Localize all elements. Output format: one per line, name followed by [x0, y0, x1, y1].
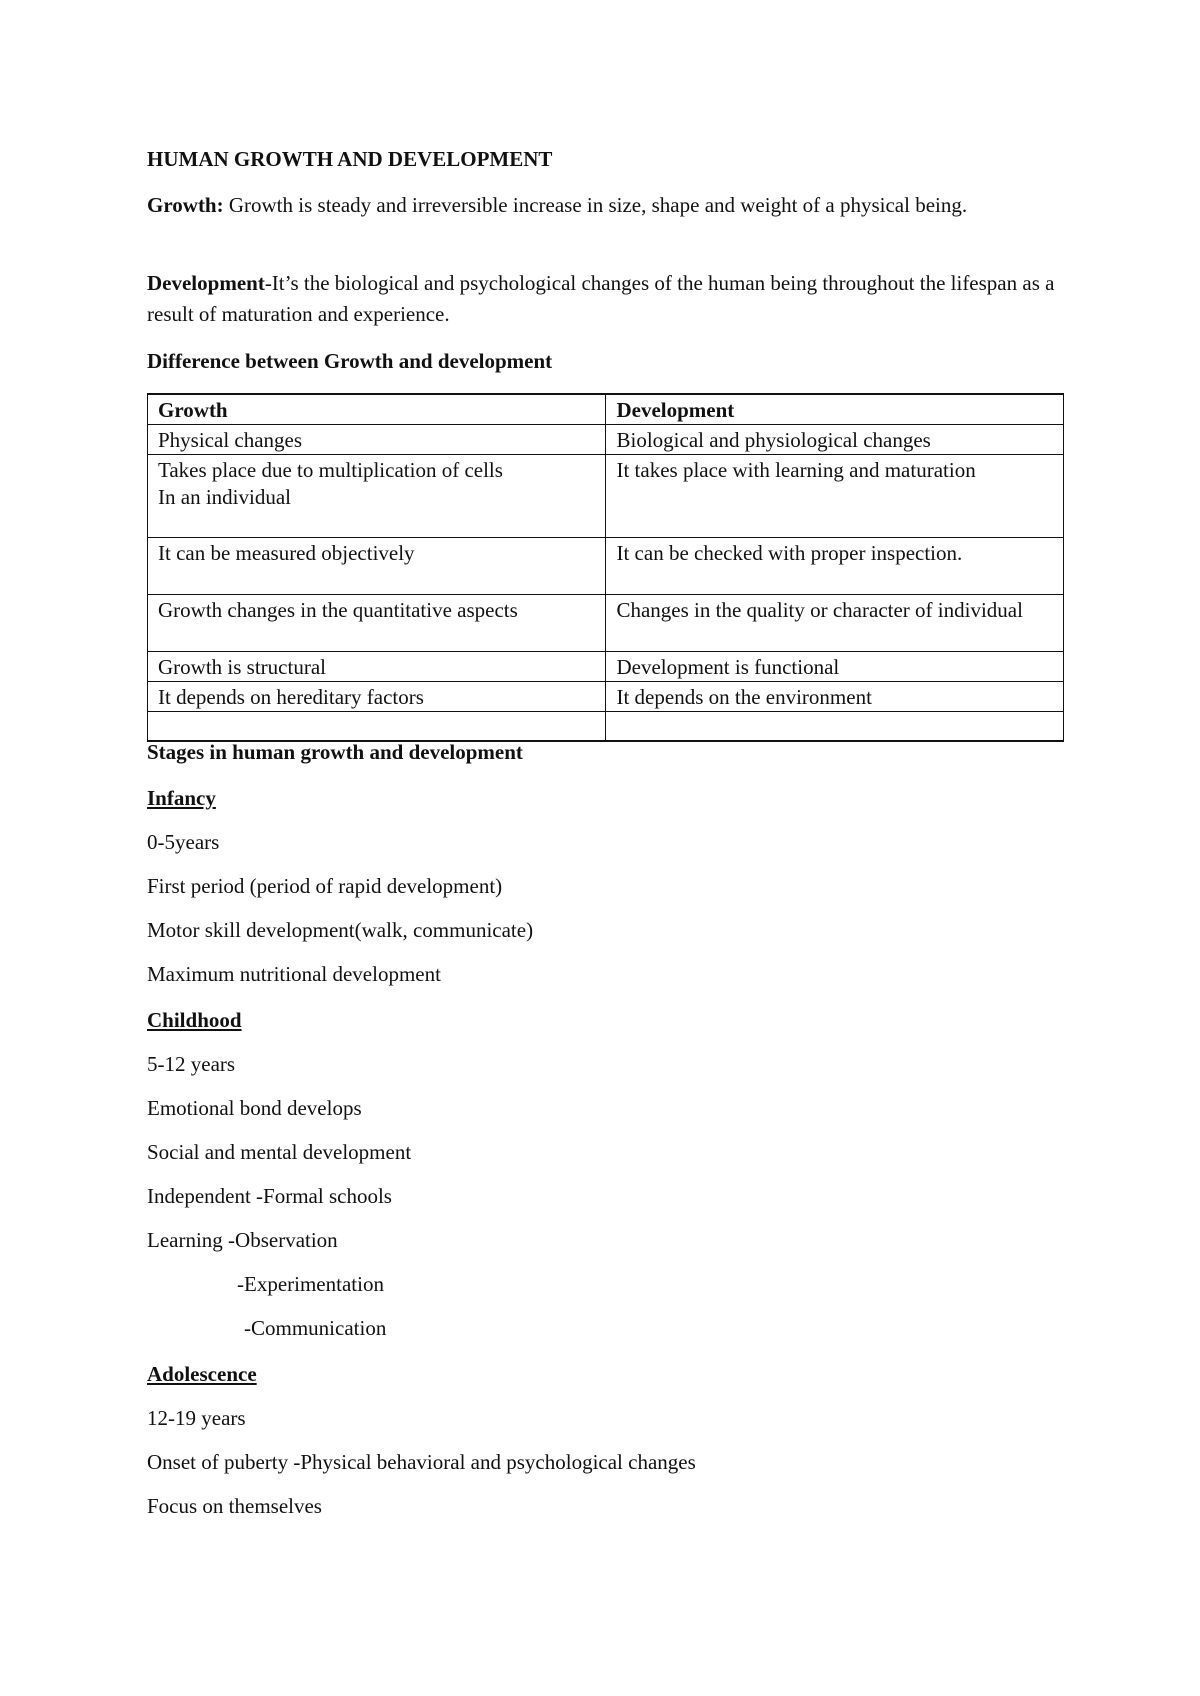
table-cell: It depends on the environment [606, 682, 1064, 712]
table-row [148, 712, 1064, 742]
list-item: Focus on themselves [147, 1494, 322, 1518]
list-subitem: -Communication [244, 1316, 387, 1340]
table-cell: It can be measured objectively [148, 538, 606, 595]
list-item: 5-12 years [147, 1052, 236, 1076]
stage-heading-adolescence: Adolescence [147, 1362, 257, 1386]
stages-heading: Stages in human growth and development [147, 740, 523, 764]
table-cell: Physical changes [148, 425, 606, 455]
list-item: Learning -Observation [147, 1228, 338, 1252]
development-term: Development [147, 271, 265, 295]
table-row [148, 652, 1064, 682]
table-row [148, 455, 1064, 538]
list-item: First period (period of rapid development) [147, 874, 503, 898]
list-item: 0-5years [147, 830, 220, 854]
table-row [148, 425, 1064, 455]
table-cell: Biological and physiological changes [606, 425, 1064, 455]
development-definition [147, 268, 1067, 330]
stage-heading-infancy: Infancy [147, 786, 216, 810]
table-header-row [148, 394, 1064, 425]
list-subitem: -Experimentation [237, 1272, 384, 1296]
comparison-heading: Difference between Growth and development [147, 349, 553, 373]
table-cell [148, 712, 606, 742]
table-cell: Growth is structural [148, 652, 606, 682]
table-cell: It can be checked with proper inspection. [606, 538, 1064, 595]
table-row [148, 595, 1064, 652]
comparison-table [147, 393, 1064, 742]
table-cell: Growth changes in the quantitative aspects [148, 595, 606, 652]
table-cell: Development is functional [606, 652, 1064, 682]
table-header-development: Development [606, 394, 1064, 425]
list-item: Maximum nutritional development [147, 962, 441, 986]
list-item: Emotional bond develops [147, 1096, 362, 1120]
growth-definition [147, 190, 1067, 221]
list-item: Independent -Formal schools [147, 1184, 392, 1208]
table-cell: It depends on hereditary factors [148, 682, 606, 712]
table-cell: It takes place with learning and maturation [606, 455, 1064, 538]
list-item: Onset of puberty -Physical behavioral and psychological changes [147, 1450, 696, 1474]
table-cell: Takes place due to multiplication of cells In an individual [148, 455, 606, 538]
list-item: Motor skill development(walk, communicate) [147, 918, 534, 942]
list-item: Social and mental development [147, 1140, 412, 1164]
stage-heading-childhood: Childhood [147, 1008, 242, 1032]
table-row [148, 538, 1064, 595]
document-title: HUMAN GROWTH AND DEVELOPMENT [147, 147, 553, 171]
growth-term: Growth: [147, 193, 224, 217]
growth-definition-text: Growth is steady and irreversible increase in size, shape and weight of a physical being. [223, 193, 968, 217]
table-header-growth: Growth [148, 394, 606, 425]
table-cell [606, 712, 1064, 742]
development-definition-text: -It’s the biological and psychological changes of the human being throughout the lifespan as a result of maturation and experience. [147, 271, 1055, 326]
table-row [148, 682, 1064, 712]
table-cell: Changes in the quality or character of individual [606, 595, 1064, 652]
list-item: 12-19 years [147, 1406, 246, 1430]
